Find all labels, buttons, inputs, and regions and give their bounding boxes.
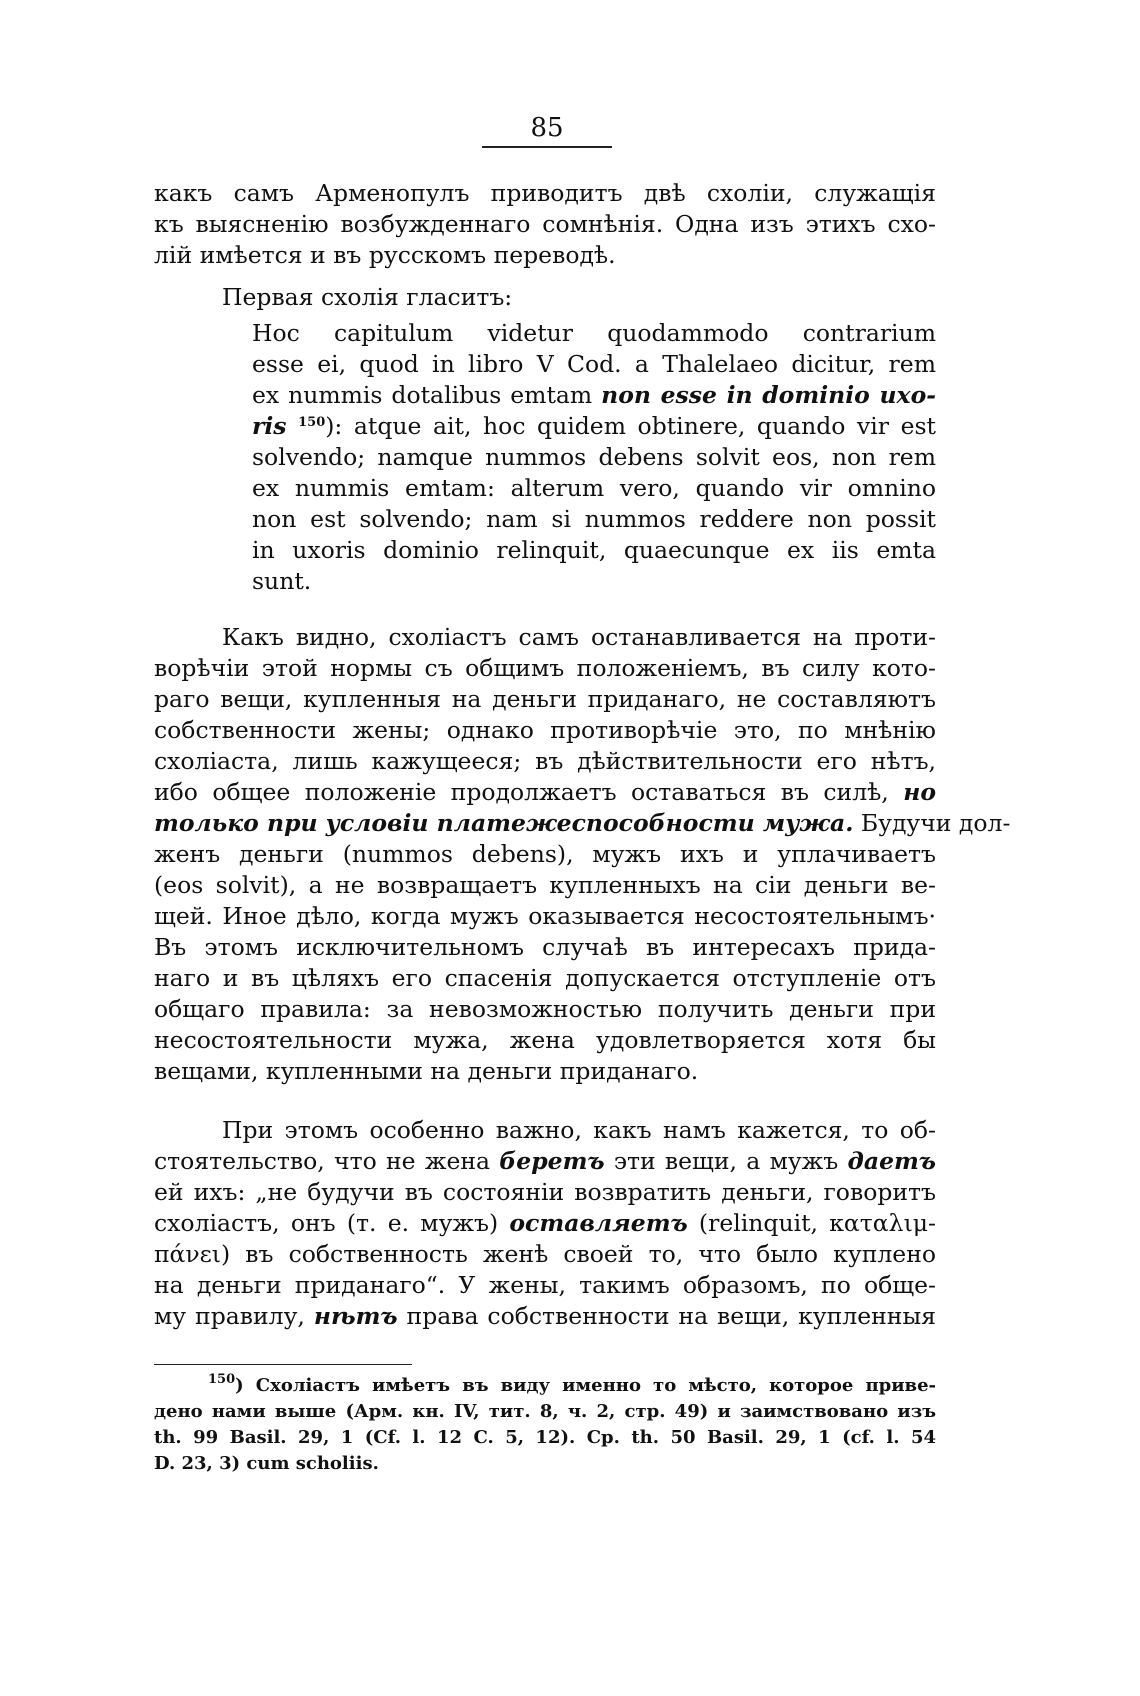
italic-run: но <box>903 778 936 806</box>
text-line: in uxoris dominio relinquit, quaecunque ex iis emta <box>252 536 936 564</box>
text-line: раго вещи, купленныя на деньги приданаго, не составляютъ <box>154 685 936 713</box>
text-run: Будучи дол- <box>853 809 1011 837</box>
text-line: вещами, купленными на деньги приданаго. <box>154 1057 699 1085</box>
page-number: 85 <box>530 113 564 143</box>
page-number-rule <box>482 146 612 148</box>
text-line: th. 99 Basil. 29, 1 (Cf. l. 12 C. 5, 12). Cp. th. 50 Basil. 29, 1 (cf. l. 54 <box>154 1427 936 1448</box>
footnote-marker: 150 <box>208 1372 236 1387</box>
quote-intro <box>154 282 936 313</box>
text-run: схоліастъ, онъ (т. е. мужъ) <box>154 1209 510 1237</box>
text-line: Какъ видно, схоліастъ самъ останавливается на проти- <box>222 623 936 651</box>
text-line: собственности жены; однако противорѣчіе это, по мнѣнію <box>154 716 936 744</box>
text-run: ) Схоліастъ имѣетъ въ виду именно то мѣсто, которое приве- <box>235 1375 936 1396</box>
italic-run: нѣтъ <box>313 1302 398 1330</box>
text-line <box>154 1208 936 1239</box>
text-run: ибо общее положеніе продолжаетъ оставаться въ силѣ, <box>154 778 904 806</box>
text-line <box>252 380 936 411</box>
text-run: му правилу, <box>154 1302 314 1330</box>
text-line <box>154 808 1011 839</box>
italic-run: ris <box>252 412 287 440</box>
text-line: на деньги приданаго“. У жены, такимъ образомъ, по обще- <box>154 1271 936 1299</box>
text-run: стоятельство, что не жена <box>154 1147 500 1175</box>
text-run: эти вещи, а мужъ <box>604 1147 848 1175</box>
text-line <box>154 1301 936 1332</box>
text-line: solvendo; namque nummos debens solvit eos, non rem <box>252 443 936 471</box>
text-line: къ выясненію возбужденнаго сомнѣнія. Одна изъ этихъ схо- <box>154 210 936 238</box>
text-line: несостоятельности мужа, жена удовлетворяется хотя бы <box>154 1026 936 1054</box>
text-line: щей. Иное дѣло, когда мужъ оказывается несостоятельнымъ· <box>154 902 936 930</box>
text-line: Hoc capitulum videtur quodammodo contrarium <box>252 319 936 347</box>
text-run: ): atque ait, hoc quidem obtinere, quando vir est <box>325 412 936 440</box>
paragraph-3 <box>154 622 1011 1087</box>
text-line <box>154 777 936 808</box>
text-line: наго и въ цѣляхъ его спасенія допускается отступленіе отъ <box>154 964 936 992</box>
text-line: (eos solvit), а не возвращаетъ купленныхъ на сіи деньги ве- <box>154 871 936 899</box>
text-line: Первая схолія гласитъ: <box>222 283 513 311</box>
italic-run: беретъ <box>499 1147 605 1175</box>
italic-run: non esse in dominio uxo- <box>601 381 936 409</box>
text-line <box>154 1373 936 1399</box>
text-line: схоліаста, лишь кажущееся; въ дѣйствительности его нѣтъ, <box>154 747 936 775</box>
footnote-reference[interactable]: 150 <box>298 415 326 430</box>
italic-run: оставляетъ <box>509 1209 688 1237</box>
text-line: esse ei, quod in libro V Cod. a Thalelaeo dicitur, rem <box>252 350 936 378</box>
text-line <box>252 411 936 442</box>
latin-quotation <box>252 318 936 597</box>
text-line: лій имѣется и въ русскомъ переводѣ. <box>154 241 616 269</box>
text-run: (relinquit, καταλιμ- <box>687 1209 936 1237</box>
footnote <box>154 1373 936 1477</box>
text-line: πάνει) въ собственность женѣ своей то, что было куплено <box>154 1240 936 1268</box>
text-line: ex nummis emtam: alterum vero, quando vir omnino <box>252 474 936 502</box>
text-line: Въ этомъ исключительномъ случаѣ въ интересахъ прида- <box>154 933 936 961</box>
text-line: При этомъ особенно важно, какъ намъ кажется, то об- <box>222 1116 936 1144</box>
text-line: ворѣчіи этой нормы съ общимъ положеніемъ, въ силу кото- <box>154 654 936 682</box>
text-line: дено нами выше (Арм. кн. IV, тит. 8, ч. 2, стр. 49) и заимствовано изъ <box>154 1401 936 1422</box>
text-line: sunt. <box>252 567 312 595</box>
italic-run: только при условіи платежеспособности мужа. <box>154 809 854 837</box>
text-line: D. 23, 3) cum scholiis. <box>154 1453 379 1474</box>
footnote-separator <box>154 1364 412 1365</box>
text-line: общаго правила: за невозможностью получить деньги при <box>154 995 936 1023</box>
text-line <box>154 1146 936 1177</box>
text-line: какъ самъ Арменопулъ приводитъ двѣ схоліи, служащія <box>154 179 936 207</box>
text-line: женъ деньги (nummos debens), мужъ ихъ и уплачиваетъ <box>154 840 936 868</box>
italic-run: даетъ <box>847 1147 936 1175</box>
text-run: права собственности на вещи, купленныя <box>397 1302 936 1330</box>
text-line: non est solvendo; nam si nummos reddere non possit <box>252 505 936 533</box>
paragraph-4 <box>154 1115 936 1332</box>
text-line: ей ихъ: „не будучи въ состояніи возвратить деньги, говоритъ <box>154 1178 936 1206</box>
paragraph-1 <box>154 178 936 271</box>
text-run: ex nummis dotalibus emtam <box>252 381 602 409</box>
